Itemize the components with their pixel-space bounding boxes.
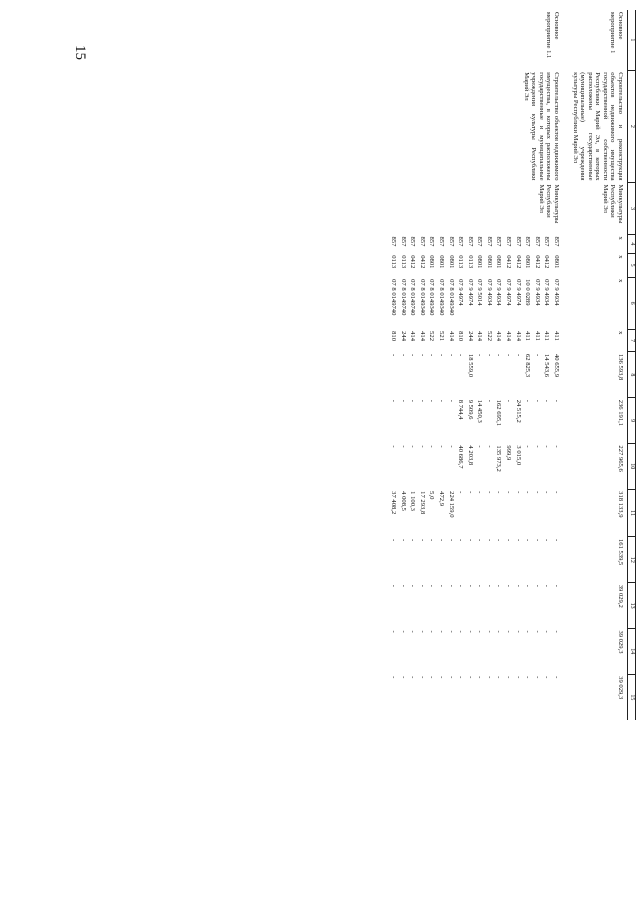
table-cell: 135 973,2 — [495, 445, 503, 472]
table-cell: - — [524, 584, 532, 587]
table-cell: - — [466, 491, 474, 494]
table-cell: - — [543, 676, 551, 679]
col-number: 4 — [628, 235, 636, 254]
table-cell: - — [533, 399, 541, 402]
table-cell: - — [533, 538, 541, 542]
block1-value: 136 593,8 — [617, 353, 624, 381]
col-number: 12 — [628, 537, 636, 583]
table-cell: - — [457, 491, 465, 494]
table-cell: 857 — [438, 236, 446, 247]
block2-title: Основное мероприятие 1.1 — [545, 12, 560, 59]
table-cell: 14 543,6 — [543, 353, 551, 378]
table-cell: - — [438, 399, 446, 402]
col-number: 1 — [628, 10, 636, 70]
table-cell: - — [390, 676, 398, 679]
table-cell: - — [409, 676, 417, 679]
table-cell: - — [466, 584, 474, 587]
budget-table — [389, 10, 636, 720]
table-cell: - — [447, 399, 455, 402]
table-cell: 857 — [514, 236, 522, 247]
table-cell: - — [505, 676, 513, 679]
table-cell: 37 408,2 — [390, 491, 398, 515]
table-cell: 810 — [390, 331, 398, 341]
block2-description: Строительство объектов недвижимого имущества, в которых расположены государственные и муниципальные учреждения культуры Республики Марий Эл — [522, 72, 560, 181]
table-cell: - — [438, 445, 446, 448]
table-cell: - — [505, 538, 513, 542]
table-cell: 521 — [438, 331, 446, 341]
table-cell: 07 8 0149340 — [428, 279, 436, 316]
table-cell: - — [505, 630, 513, 633]
table-cell: - — [390, 630, 398, 633]
table-cell: 07 8 0149740 — [409, 279, 417, 316]
table-cell: - — [399, 584, 407, 587]
table-cell: - — [428, 353, 436, 357]
block2-executor: Минкультуры Республики Марий Эл — [537, 184, 560, 224]
table-cell: - — [495, 676, 503, 679]
table-cell: - — [505, 491, 513, 494]
table-cell: - — [552, 584, 560, 587]
table-cell: 162 695,1 — [495, 399, 503, 427]
table-cell: - — [447, 538, 455, 542]
table-cell: - — [543, 491, 551, 494]
block1-title: Основное мероприятие 1 — [609, 12, 624, 54]
table-cell: - — [485, 445, 493, 448]
table-cell: - — [390, 445, 398, 448]
table-cell: - — [457, 584, 465, 587]
table-cell: 07 9 4974 — [505, 279, 513, 306]
table-cell: 07 9 4974 — [457, 279, 465, 306]
table-cell: 4 008,5 — [399, 491, 407, 511]
table-cell: - — [533, 630, 541, 633]
col-number: 8 — [628, 352, 636, 398]
table-cell: - — [438, 584, 446, 587]
table-cell: 9 509,6 — [466, 399, 474, 420]
table-cell: - — [438, 630, 446, 633]
col-number: 7 — [628, 329, 636, 352]
table-cell: 07 9 4934 — [495, 279, 503, 306]
table-cell: 0412 — [543, 255, 551, 269]
table-cell: 0801 — [476, 255, 484, 269]
table-cell: - — [457, 630, 465, 633]
table-cell: 411 — [543, 331, 551, 341]
table-cell: - — [485, 491, 493, 494]
table-cell: - — [543, 538, 551, 542]
table-cell: - — [514, 630, 522, 633]
table-cell: 857 — [524, 236, 532, 247]
table-cell: - — [428, 538, 436, 542]
table-cell: 07 9 4934 — [552, 279, 560, 306]
table-cell: 414 — [514, 331, 522, 341]
table-cell: - — [466, 538, 474, 542]
table-cell: - — [476, 584, 484, 587]
table-cell: - — [447, 445, 455, 448]
col-number: 9 — [628, 398, 636, 444]
block1-row — [570, 10, 628, 720]
block1-value: 161 539,5 — [617, 538, 624, 566]
table-cell: - — [514, 353, 522, 357]
block1-value: 39 029,3 — [617, 630, 624, 654]
table-cell: - — [399, 399, 407, 402]
table-cell: 0113 — [399, 255, 407, 269]
table-cell: - — [552, 399, 560, 402]
block1-description: Строительство и реконструкция объектов недвижимого имущества государственной собственности Республики Марий Эл, в которых расположены государственные (муниципальные) учреждения культуры Республики Марий Эл — [571, 72, 624, 181]
table-cell: - — [552, 491, 560, 494]
table-cell: 857 — [457, 236, 465, 247]
block1-value: 39 029,2 — [617, 584, 624, 608]
table-cell: - — [399, 445, 407, 448]
table-cell: 07 9 4974 — [466, 279, 474, 306]
table-cell: 3 015,0 — [514, 445, 522, 466]
table-cell: - — [438, 676, 446, 679]
table-cell: 07 8 0149740 — [399, 279, 407, 316]
block1-value: x — [617, 255, 624, 259]
table-cell: - — [505, 584, 513, 587]
table-cell: 0801 — [428, 255, 436, 269]
table-cell: 857 — [533, 236, 541, 247]
table-cell: - — [552, 630, 560, 633]
table-cell: - — [505, 353, 513, 357]
table-cell: - — [447, 676, 455, 679]
table-cell: - — [476, 538, 484, 542]
block1-value: 227 965,6 — [617, 445, 624, 472]
table-cell: - — [495, 630, 503, 633]
table-cell: - — [543, 445, 551, 448]
table-cell: - — [514, 491, 522, 494]
table-cell: 857 — [552, 236, 560, 247]
table-cell: - — [438, 538, 446, 542]
table-cell: - — [514, 676, 522, 679]
table-cell: - — [428, 630, 436, 633]
table-cell: - — [428, 676, 436, 679]
table-cell: 522 — [485, 331, 493, 341]
table-cell: - — [466, 676, 474, 679]
table-cell: - — [495, 353, 503, 357]
table-cell: - — [524, 445, 532, 448]
table-cell: - — [390, 584, 398, 587]
table-cell: 857 — [409, 236, 417, 247]
block1-value: x — [617, 331, 624, 335]
table-cell: 414 — [409, 331, 417, 341]
block1-value: 39 029,3 — [617, 676, 624, 700]
table-cell: - — [524, 399, 532, 402]
table-cell: 07 8 0149340 — [418, 279, 426, 316]
table-cell: - — [447, 630, 455, 633]
table-cell: 414 — [447, 331, 455, 341]
table-cell: - — [533, 491, 541, 494]
table-cell: - — [409, 538, 417, 542]
block1-value: x — [617, 279, 624, 283]
table-cell: 414 — [505, 331, 513, 341]
table-cell: - — [552, 445, 560, 448]
table-cell: 24 515,2 — [514, 399, 522, 423]
table-cell: 411 — [524, 331, 532, 341]
table-cell: - — [514, 538, 522, 542]
table-cell: - — [390, 538, 398, 542]
table-row — [551, 10, 570, 720]
table-cell: 10 0 0289 — [524, 279, 532, 306]
table-cell: - — [524, 538, 532, 542]
table-cell: 5,0 — [428, 491, 436, 500]
table-cell: 224 159,0 — [447, 491, 455, 518]
table-cell: 0412 — [409, 255, 417, 269]
table-cell: 244 — [399, 331, 407, 341]
table-cell: 07 9 4934 — [485, 279, 493, 306]
block1-value: 236 191,1 — [617, 399, 624, 427]
table-cell: - — [399, 676, 407, 679]
table-cell: - — [495, 491, 503, 494]
table-cell: 17 293,8 — [418, 491, 426, 515]
table-cell: - — [476, 445, 484, 448]
table-cell: 8 744,4 — [457, 399, 465, 420]
table-cell: - — [457, 676, 465, 679]
table-cell: - — [552, 676, 560, 679]
table-cell: - — [552, 538, 560, 542]
table-cell: 857 — [466, 236, 474, 247]
table-cell: - — [524, 630, 532, 633]
table-cell: 857 — [476, 236, 484, 247]
table-cell: - — [418, 353, 426, 357]
table-cell: - — [485, 353, 493, 357]
table-cell: - — [543, 630, 551, 633]
table-cell: - — [447, 584, 455, 587]
table-cell: - — [466, 630, 474, 633]
table-cell: - — [409, 445, 417, 448]
table-cell: 414 — [418, 331, 426, 341]
col-number: 2 — [628, 70, 636, 182]
table-cell: 857 — [418, 236, 426, 247]
table-cell: - — [418, 584, 426, 587]
table-cell: - — [524, 676, 532, 679]
table-cell: 07 9 4934 — [543, 279, 551, 306]
table-cell: - — [495, 584, 503, 587]
table-cell: - — [485, 584, 493, 587]
table-cell: - — [505, 399, 513, 402]
table-cell: 414 — [476, 331, 484, 341]
table-cell: - — [399, 538, 407, 542]
block1-value: 318 133,9 — [617, 491, 624, 518]
col-number: 14 — [628, 628, 636, 674]
table-cell: 07 8 0149340 — [438, 279, 446, 316]
table-cell: - — [543, 584, 551, 587]
table-cell: - — [409, 630, 417, 633]
table-cell: - — [543, 399, 551, 402]
table-cell: - — [390, 399, 398, 402]
table-cell: 0801 — [524, 255, 532, 269]
table-cell: 0412 — [505, 255, 513, 269]
table-cell: 07 8 0149740 — [390, 279, 398, 316]
table-cell: - — [533, 584, 541, 587]
table-cell: - — [485, 538, 493, 542]
table-cell: - — [533, 445, 541, 448]
table-cell: - — [428, 399, 436, 402]
col-number: 5 — [628, 253, 636, 277]
table-cell: - — [495, 538, 503, 542]
col-number: 13 — [628, 583, 636, 629]
table-cell: 40 686,7 — [457, 445, 465, 469]
table-cell: - — [438, 353, 446, 357]
table-cell: - — [447, 353, 455, 357]
table-cell: 0113 — [457, 255, 465, 269]
table-cell: 0801 — [447, 255, 455, 269]
table-cell: - — [399, 630, 407, 633]
table-cell: 857 — [447, 236, 455, 247]
table-cell: - — [533, 676, 541, 679]
table-cell: - — [418, 630, 426, 633]
table-cell: 857 — [485, 236, 493, 247]
table-cell: 0113 — [390, 255, 398, 269]
table-cell: 522 — [428, 331, 436, 341]
table-cell: - — [418, 399, 426, 402]
table-cell: - — [524, 491, 532, 494]
table-cell: - — [485, 676, 493, 679]
table-cell: 0801 — [485, 255, 493, 269]
table-cell: - — [476, 630, 484, 633]
table-cell: 0801 — [552, 255, 560, 269]
table-cell: - — [428, 584, 436, 587]
table-cell: - — [418, 538, 426, 542]
table-cell: 411 — [552, 331, 560, 341]
col-number: 6 — [628, 277, 636, 329]
table-cell: 07 8 0149340 — [447, 279, 455, 316]
table-cell: 411 — [533, 331, 541, 341]
table-cell: - — [409, 584, 417, 587]
table-cell: 472,9 — [438, 491, 446, 506]
table-cell: 07 9 5014 — [476, 279, 484, 306]
table-cell: 07 9 4974 — [514, 279, 522, 306]
table-cell: 62 825,3 — [524, 353, 532, 378]
table-cell: - — [457, 538, 465, 542]
table-cell: - — [418, 676, 426, 679]
table-cell: 4 203,8 — [466, 445, 474, 466]
table-cell: 18 559,0 — [466, 353, 474, 378]
table-cell: 857 — [543, 236, 551, 247]
table-cell: - — [485, 399, 493, 402]
table-cell: 07 9 4934 — [533, 279, 541, 306]
table-cell: 0801 — [495, 255, 503, 269]
table-cell: 857 — [390, 236, 398, 247]
table-cell: - — [418, 445, 426, 448]
table-cell: - — [428, 445, 436, 448]
block1-value: x — [617, 236, 624, 240]
table-cell: 0412 — [533, 255, 541, 269]
table-cell: 14 450,3 — [476, 399, 484, 423]
table-cell: - — [457, 353, 465, 357]
table-cell: 857 — [495, 236, 503, 247]
page-number: 15 — [72, 45, 88, 60]
table-cell: 999,9 — [505, 445, 513, 461]
table-cell: 857 — [399, 236, 407, 247]
table-cell: 0412 — [514, 255, 522, 269]
table-cell: 857 — [428, 236, 436, 247]
col-number: 15 — [628, 674, 636, 720]
table-cell: 0113 — [466, 255, 474, 269]
table-cell: 414 — [495, 331, 503, 341]
col-number: 10 — [628, 443, 636, 489]
column-number-row — [628, 10, 636, 720]
table-cell: 810 — [457, 331, 465, 341]
rotated-table-container — [116, 10, 636, 720]
table-cell: - — [533, 353, 541, 357]
table-cell: 0801 — [438, 255, 446, 269]
table-cell: - — [409, 399, 417, 402]
table-cell: 1 100,3 — [409, 491, 417, 511]
table-cell: 40 655,9 — [552, 353, 560, 378]
table-cell: - — [476, 676, 484, 679]
table-cell: - — [399, 353, 407, 357]
table-cell: 244 — [466, 331, 474, 341]
table-cell: - — [476, 491, 484, 494]
table-cell: - — [514, 584, 522, 587]
table-cell: 857 — [505, 236, 513, 247]
table-cell: 0412 — [418, 255, 426, 269]
table-cell: - — [485, 630, 493, 633]
col-number: 11 — [628, 489, 636, 537]
table-cell: - — [409, 353, 417, 357]
table-cell: - — [390, 353, 398, 357]
block1-executor: Минкультуры Республики Марий Эл — [601, 184, 624, 224]
col-number: 3 — [628, 183, 636, 235]
table-cell: - — [476, 353, 484, 357]
